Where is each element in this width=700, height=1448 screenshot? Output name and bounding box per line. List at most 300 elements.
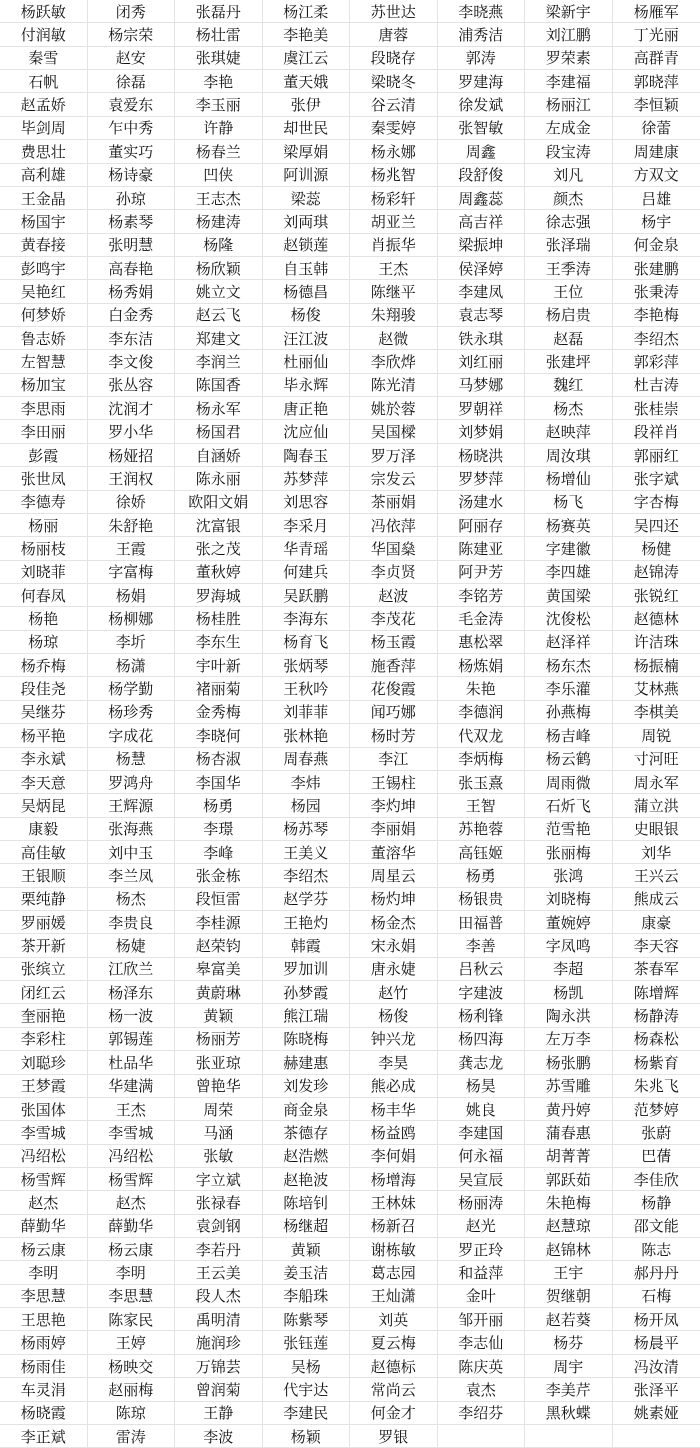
name-cell: 万锦芸 <box>175 1355 263 1378</box>
name-cell <box>525 1425 613 1448</box>
name-cell: 李建凤 <box>438 280 526 303</box>
name-cell: 杨育飞 <box>263 631 351 654</box>
name-cell: 王云美 <box>175 1261 263 1284</box>
name-cell: 胡菁菁 <box>525 1145 613 1168</box>
name-cell: 赵竹 <box>350 981 438 1004</box>
name-cell: 李丽娟 <box>350 818 438 841</box>
name-cell: 宇叶新 <box>175 654 263 677</box>
name-cell: 杨欣颖 <box>175 257 263 280</box>
name-cell: 杨新召 <box>350 1215 438 1238</box>
name-cell: 杨张鹏 <box>525 1051 613 1074</box>
name-cell: 皋富美 <box>175 958 263 981</box>
name-cell: 刘晓菲 <box>0 561 88 584</box>
name-cell: 吴国樑 <box>350 420 438 443</box>
name-cell: 何金泉 <box>613 234 700 257</box>
name-cell: 苏梦萍 <box>263 467 351 490</box>
name-cell: 杨晓霞 <box>0 1402 88 1425</box>
name-cell: 张亚琼 <box>175 1051 263 1074</box>
name-cell: 韩霞 <box>263 934 351 957</box>
name-cell: 朱兆飞 <box>613 1075 700 1098</box>
name-cell: 赵云飞 <box>175 304 263 327</box>
name-cell: 李建国 <box>438 1121 526 1144</box>
name-cell: 朱艳梅 <box>525 1191 613 1214</box>
name-cell: 李艳 <box>175 70 263 93</box>
name-cell: 杨壮雷 <box>175 23 263 46</box>
name-cell: 杨俊 <box>350 1004 438 1027</box>
name-cell: 张禄春 <box>175 1191 263 1214</box>
name-cell: 茶丽娟 <box>350 491 438 514</box>
name-cell: 李桂源 <box>175 911 263 934</box>
name-cell: 李采月 <box>263 514 351 537</box>
name-cell: 黑秋蝶 <box>525 1402 613 1425</box>
name-cell: 杨园 <box>263 794 351 817</box>
name-cell: 赵泽祥 <box>525 631 613 654</box>
name-cell: 李正斌 <box>0 1425 88 1448</box>
name-cell: 姚素娅 <box>613 1402 700 1425</box>
name-cell: 刘发珍 <box>263 1075 351 1098</box>
name-cell: 杨飞 <box>525 491 613 514</box>
name-cell: 李东生 <box>175 631 263 654</box>
name-cell: 赵学芬 <box>263 888 351 911</box>
name-cell: 谢栋敏 <box>350 1238 438 1261</box>
name-cell: 赵孟娇 <box>0 93 88 116</box>
name-cell: 徐磊 <box>88 70 176 93</box>
name-cell: 赵杰 <box>0 1191 88 1214</box>
name-cell: 杨开凤 <box>613 1308 700 1331</box>
name-cell: 王秋吟 <box>263 677 351 700</box>
name-cell: 周荣 <box>175 1098 263 1121</box>
name-cell: 罗鸿舟 <box>88 771 176 794</box>
name-cell: 何春凤 <box>0 584 88 607</box>
name-cell: 杨凯 <box>525 981 613 1004</box>
name-cell: 付润敏 <box>0 23 88 46</box>
name-cell: 陈庆英 <box>438 1355 526 1378</box>
name-cell: 李波 <box>175 1425 263 1448</box>
name-cell: 张国体 <box>0 1098 88 1121</box>
name-cell: 杨彩轩 <box>350 187 438 210</box>
name-cell: 杨桂胜 <box>175 607 263 630</box>
name-cell: 杨兆智 <box>350 164 438 187</box>
name-cell: 梁振坤 <box>438 234 526 257</box>
name-cell: 王霞 <box>88 537 176 560</box>
name-cell: 杨健 <box>613 537 700 560</box>
name-cell: 黄春接 <box>0 234 88 257</box>
name-cell: 方双文 <box>613 164 700 187</box>
name-cell: 袁爱东 <box>88 93 176 116</box>
name-cell: 杨苏琴 <box>263 818 351 841</box>
name-cell: 唐永婕 <box>350 958 438 981</box>
name-cell: 杨丽 <box>0 514 88 537</box>
name-cell: 吴继芬 <box>0 701 88 724</box>
name-cell: 冯依萍 <box>350 514 438 537</box>
name-cell <box>438 1425 526 1448</box>
name-cell: 王灿潇 <box>350 1285 438 1308</box>
name-cell: 梁新宇 <box>525 0 613 23</box>
name-cell: 杨雪辉 <box>0 1168 88 1191</box>
name-cell: 王婷 <box>88 1331 176 1354</box>
name-cell: 陈继平 <box>350 280 438 303</box>
name-cell: 王思艳 <box>0 1308 88 1331</box>
name-cell: 杨学勤 <box>88 677 176 700</box>
name-cell: 雷涛 <box>88 1425 176 1448</box>
name-cell: 张世凤 <box>0 467 88 490</box>
name-cell: 杨静涛 <box>613 1004 700 1027</box>
name-cell: 李兰凤 <box>88 864 176 887</box>
name-cell: 沈应仙 <box>263 420 351 443</box>
name-cell: 李佳欣 <box>613 1168 700 1191</box>
name-cell: 杨玉霞 <box>350 631 438 654</box>
name-cell: 李超 <box>525 958 613 981</box>
name-cell: 黄国梁 <box>525 584 613 607</box>
name-cell: 张明慧 <box>88 234 176 257</box>
name-cell: 宗发云 <box>350 467 438 490</box>
name-cell: 丁光丽 <box>613 23 700 46</box>
name-cell: 张桂崇 <box>613 397 700 420</box>
name-cell: 杨国君 <box>175 420 263 443</box>
name-cell: 杨潇 <box>88 654 176 677</box>
name-cell: 杨振楠 <box>613 654 700 677</box>
name-cell: 王杰 <box>350 257 438 280</box>
name-cell: 郑建文 <box>175 327 263 350</box>
name-cell: 杜品华 <box>88 1051 176 1074</box>
name-cell: 赵磊 <box>525 327 613 350</box>
name-cell: 张泽平 <box>613 1378 700 1401</box>
name-cell: 陈家民 <box>88 1308 176 1331</box>
name-cell: 杨柳娜 <box>88 607 176 630</box>
name-cell: 段佳尧 <box>0 677 88 700</box>
name-cell: 史眼银 <box>613 818 700 841</box>
name-cell: 杨娅招 <box>88 444 176 467</box>
name-cell: 王林妹 <box>350 1191 438 1214</box>
name-cell: 姚於蓉 <box>350 397 438 420</box>
name-cell: 欧阳文娟 <box>175 491 263 514</box>
name-cell: 吴跃鹏 <box>263 584 351 607</box>
name-cell: 乍中秀 <box>88 117 176 140</box>
name-cell: 毕剑周 <box>0 117 88 140</box>
name-cell: 熊成云 <box>613 888 700 911</box>
name-cell: 赵杰 <box>88 1191 176 1214</box>
name-cell: 杨婕 <box>88 934 176 957</box>
name-cell: 李明 <box>0 1261 88 1284</box>
name-cell: 杨永娜 <box>350 140 438 163</box>
name-cell: 张玉熹 <box>438 771 526 794</box>
name-cell: 钟兴龙 <box>350 1028 438 1051</box>
name-cell: 杨慧 <box>88 748 176 771</box>
name-cell: 张缤立 <box>0 958 88 981</box>
name-cell: 李国华 <box>175 771 263 794</box>
name-cell: 龚志龙 <box>438 1051 526 1074</box>
name-cell: 茶春军 <box>613 958 700 981</box>
name-cell: 李晓燕 <box>438 0 526 23</box>
name-cell: 段宝涛 <box>525 140 613 163</box>
name-cell: 何金才 <box>350 1402 438 1425</box>
name-cell: 字富梅 <box>88 561 176 584</box>
name-cell: 李炜 <box>263 771 351 794</box>
name-cell: 彭霞 <box>0 444 88 467</box>
name-cell: 张锐红 <box>613 584 700 607</box>
name-cell: 冯汝清 <box>613 1355 700 1378</box>
name-cell: 姚立文 <box>175 280 263 303</box>
name-cell: 左万李 <box>525 1028 613 1051</box>
name-cell: 商金泉 <box>263 1098 351 1121</box>
name-cell: 石帆 <box>0 70 88 93</box>
name-cell: 惠松翠 <box>438 631 526 654</box>
name-cell: 徐发斌 <box>438 93 526 116</box>
name-cell: 赵锦林 <box>525 1238 613 1261</box>
name-cell: 却世民 <box>263 117 351 140</box>
name-cell: 梁厚娟 <box>263 140 351 163</box>
name-cell: 刘両琪 <box>263 210 351 233</box>
name-cell: 茶开新 <box>0 934 88 957</box>
name-cell: 唐正艳 <box>263 397 351 420</box>
name-cell: 杨云鹤 <box>525 748 613 771</box>
name-cell: 贺继朝 <box>525 1285 613 1308</box>
name-cell: 李璟 <box>175 818 263 841</box>
name-cell: 张伊 <box>263 93 351 116</box>
name-cell: 吴炳昆 <box>0 794 88 817</box>
name-cell: 陶永洪 <box>525 1004 613 1027</box>
name-cell: 黄颖 <box>175 1004 263 1027</box>
name-cell: 范雪艳 <box>525 818 613 841</box>
name-cell: 赵锁莲 <box>263 234 351 257</box>
name-cell: 颜杰 <box>525 187 613 210</box>
name-cell: 杨增仙 <box>525 467 613 490</box>
name-cell: 王艳灼 <box>263 911 351 934</box>
name-cell: 褚丽菊 <box>175 677 263 700</box>
name-cell: 周雨微 <box>525 771 613 794</box>
name-cell: 康豪 <box>613 911 700 934</box>
name-cell: 艾林燕 <box>613 677 700 700</box>
name-cell: 李润兰 <box>175 350 263 373</box>
name-cell: 董实巧 <box>88 140 176 163</box>
name-cell: 费思壮 <box>0 140 88 163</box>
name-cell: 杜吉涛 <box>613 374 700 397</box>
name-cell: 陈晓梅 <box>263 1028 351 1051</box>
name-cell: 栗纯静 <box>0 888 88 911</box>
name-cell: 杨杏淑 <box>175 748 263 771</box>
name-cell: 张敏 <box>175 1145 263 1168</box>
name-cell: 孙梦霞 <box>263 981 351 1004</box>
name-cell: 江欣兰 <box>88 958 176 981</box>
name-cell: 彭鸣宇 <box>0 257 88 280</box>
name-cell: 李四雄 <box>525 561 613 584</box>
name-cell: 石梅 <box>613 1285 700 1308</box>
name-cell: 李炳梅 <box>438 748 526 771</box>
name-cell: 苏世达 <box>350 0 438 23</box>
name-cell: 杨杰 <box>525 397 613 420</box>
name-cell: 杨丽枝 <box>0 537 88 560</box>
name-cell: 赵波 <box>350 584 438 607</box>
name-cell: 李棋美 <box>613 701 700 724</box>
name-cell: 杨紫育 <box>613 1051 700 1074</box>
name-cell: 吴杨 <box>263 1355 351 1378</box>
name-cell: 杨启贵 <box>525 304 613 327</box>
name-cell: 周星云 <box>350 864 438 887</box>
name-cell: 吴宣辰 <box>438 1168 526 1191</box>
name-cell: 字建波 <box>438 981 526 1004</box>
name-cell: 马涵 <box>175 1121 263 1144</box>
name-cell: 邵文能 <box>613 1215 700 1238</box>
name-cell: 杨芬 <box>525 1331 613 1354</box>
name-cell: 董秋婷 <box>175 561 263 584</box>
name-cell: 杨俊 <box>263 304 351 327</box>
name-cell: 毛金涛 <box>438 607 526 630</box>
name-cell: 宋永娟 <box>350 934 438 957</box>
name-cell: 王智 <box>438 794 526 817</box>
name-cell: 李何娟 <box>350 1145 438 1168</box>
name-cell: 杨丽涛 <box>438 1191 526 1214</box>
name-cell: 唐蓉 <box>350 23 438 46</box>
name-cell: 李田丽 <box>0 420 88 443</box>
name-cell: 袁杰 <box>438 1378 526 1401</box>
name-cell: 沈俊松 <box>525 607 613 630</box>
name-cell: 李乐灌 <box>525 677 613 700</box>
name-cell: 段人杰 <box>175 1285 263 1308</box>
name-cell: 施润珍 <box>175 1331 263 1354</box>
name-cell: 杨加宝 <box>0 374 88 397</box>
name-cell: 杨利锋 <box>438 1004 526 1027</box>
name-cell: 阿尹芳 <box>438 561 526 584</box>
name-cell: 冯绍松 <box>0 1145 88 1168</box>
name-cell: 朱艳 <box>438 677 526 700</box>
name-cell: 李艳梅 <box>613 304 700 327</box>
name-cell: 张智敏 <box>438 117 526 140</box>
name-cell: 华国燊 <box>350 537 438 560</box>
name-cell: 字建徽 <box>525 537 613 560</box>
name-cell: 李彩柱 <box>0 1028 88 1051</box>
name-cell: 杨宗荣 <box>88 23 176 46</box>
name-cell: 李文俊 <box>88 350 176 373</box>
name-cell: 张之茂 <box>175 537 263 560</box>
name-cell: 华建满 <box>88 1075 176 1098</box>
name-cell: 杨艳 <box>0 607 88 630</box>
name-cell: 马梦娜 <box>438 374 526 397</box>
name-cell: 鲁志娇 <box>0 327 88 350</box>
name-cell: 熊江瑞 <box>263 1004 351 1027</box>
name-cell: 杨娟 <box>88 584 176 607</box>
name-cell: 刘梦娟 <box>438 420 526 443</box>
name-cell: 高钰姬 <box>438 841 526 864</box>
name-cell: 李铭芳 <box>438 584 526 607</box>
name-cell: 李若丹 <box>175 1238 263 1261</box>
name-cell: 孙琼 <box>88 187 176 210</box>
name-cell: 赵德林 <box>613 607 700 630</box>
name-cell: 薛勤华 <box>88 1215 176 1238</box>
name-cell: 赵微 <box>350 327 438 350</box>
name-cell: 李天容 <box>613 934 700 957</box>
name-cell: 王金晶 <box>0 187 88 210</box>
name-cell: 罗正玲 <box>438 1238 526 1261</box>
name-cell: 张金栋 <box>175 864 263 887</box>
name-cell: 寸河旺 <box>613 748 700 771</box>
name-cell: 阿丽存 <box>438 514 526 537</box>
name-cell: 杨杰 <box>88 888 176 911</box>
name-cell: 闭红云 <box>0 981 88 1004</box>
name-cell: 李贞贤 <box>350 561 438 584</box>
name-cell <box>613 1425 700 1448</box>
name-cell: 杨金杰 <box>350 911 438 934</box>
name-cell: 高利雄 <box>0 164 88 187</box>
name-cell: 董天娥 <box>263 70 351 93</box>
name-cell: 魏红 <box>525 374 613 397</box>
name-cell: 王兴云 <box>613 864 700 887</box>
name-cell: 刘聪珍 <box>0 1051 88 1074</box>
name-cell: 刘晓梅 <box>525 888 613 911</box>
name-cell: 王辉源 <box>88 794 176 817</box>
name-cell: 杨益鸥 <box>350 1121 438 1144</box>
name-cell: 赵慧琼 <box>525 1215 613 1238</box>
name-cell: 刘红丽 <box>438 350 526 373</box>
name-cell: 李德寿 <box>0 491 88 514</box>
name-cell: 杨东杰 <box>525 654 613 677</box>
name-cell: 姜玉洁 <box>263 1261 351 1284</box>
name-cell: 吴艳红 <box>0 280 88 303</box>
name-cell: 施香萍 <box>350 654 438 677</box>
name-cell: 杨素琴 <box>88 210 176 233</box>
name-cell: 薛勤华 <box>0 1215 88 1238</box>
name-cell: 徐志强 <box>525 210 613 233</box>
name-cell: 高吉祥 <box>438 210 526 233</box>
name-cell: 杨四海 <box>438 1028 526 1051</box>
name-cell: 杨炼娟 <box>438 654 526 677</box>
name-cell: 徐娇 <box>88 491 176 514</box>
name-cell: 许洁珠 <box>613 631 700 654</box>
name-cell: 自涵娇 <box>175 444 263 467</box>
name-cell: 何建兵 <box>263 561 351 584</box>
name-cell: 田福普 <box>438 911 526 934</box>
name-cell: 张秉涛 <box>613 280 700 303</box>
name-cell: 罗荣素 <box>525 47 613 70</box>
name-cell: 蒲立洪 <box>613 794 700 817</box>
name-cell: 郭晓萍 <box>613 70 700 93</box>
name-cell: 范梦婷 <box>613 1098 700 1121</box>
name-cell: 沈润才 <box>88 397 176 420</box>
name-cell: 郭丽红 <box>613 444 700 467</box>
name-cell: 段恒雷 <box>175 888 263 911</box>
name-cell: 郭跃茹 <box>525 1168 613 1191</box>
name-cell: 曾艳华 <box>175 1075 263 1098</box>
name-cell: 茶德存 <box>263 1121 351 1144</box>
name-cell: 闭秀 <box>88 0 176 23</box>
name-cell: 罗建海 <box>438 70 526 93</box>
name-cell: 秦雯婷 <box>350 117 438 140</box>
name-cell: 周汝琪 <box>525 444 613 467</box>
name-cell: 汤建水 <box>438 491 526 514</box>
name-cell: 杨平艳 <box>0 724 88 747</box>
name-cell: 罗加训 <box>263 958 351 981</box>
name-cell: 何梦娇 <box>0 304 88 327</box>
name-cell: 金秀梅 <box>175 701 263 724</box>
name-cell: 李思慧 <box>88 1285 176 1308</box>
name-cell: 王宇 <box>525 1261 613 1284</box>
name-cell: 杨晓洪 <box>438 444 526 467</box>
name-cell: 李江 <box>350 748 438 771</box>
name-cell: 许静 <box>175 117 263 140</box>
name-cell: 胡亚兰 <box>350 210 438 233</box>
name-cell: 李明 <box>88 1261 176 1284</box>
name-cell: 李德润 <box>438 701 526 724</box>
name-cell: 汪江波 <box>263 327 351 350</box>
name-cell: 张钰莲 <box>263 1331 351 1354</box>
name-cell: 车灵涓 <box>0 1378 88 1401</box>
name-cell: 李灼坤 <box>350 794 438 817</box>
name-cell: 张建鹏 <box>613 257 700 280</box>
name-cell: 高群青 <box>613 47 700 70</box>
name-cell: 杨云康 <box>88 1238 176 1261</box>
name-cell: 自玉韩 <box>263 257 351 280</box>
name-cell: 段舒俊 <box>438 164 526 187</box>
name-cell: 罗海城 <box>175 584 263 607</box>
